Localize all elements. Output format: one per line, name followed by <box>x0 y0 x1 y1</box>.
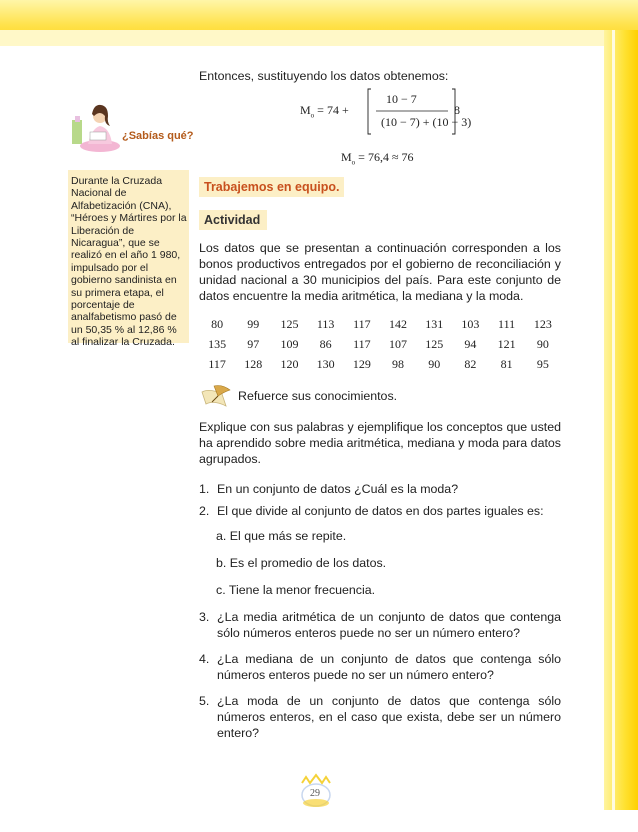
reinforce-label: Refuerce sus conocimientos. <box>238 389 398 403</box>
table-cell: 125 <box>425 336 444 351</box>
question-text: El que divide al conjunto de datos en dos partes iguales es: <box>217 504 544 518</box>
table-cell: 121 <box>497 336 516 351</box>
table-cell: 111 <box>498 316 516 331</box>
top-decorative-band <box>0 0 638 46</box>
table-cell: 117 <box>208 356 226 371</box>
question-text: ¿La moda de un conjunto de datos que contenga sólo números enteros, en el caso que exista, debe ser un número entero? <box>217 694 561 740</box>
table-cell: 90 <box>536 336 549 351</box>
formula2-rest: = 76,4 ≈ 76 <box>358 150 414 164</box>
question-3 <box>199 609 561 641</box>
option-b: b. Es el promedio de los datos. <box>216 556 387 570</box>
table-row <box>199 354 561 374</box>
activity-label: Actividad <box>199 210 267 230</box>
formula-result <box>341 150 414 166</box>
formula-lhs-sub: o <box>310 111 315 120</box>
data-table <box>199 314 561 374</box>
question-number: 3. <box>199 610 210 624</box>
formula-numerator: 10 − 7 <box>386 92 417 106</box>
formula-factor: 8 <box>454 103 460 117</box>
scroll-quill-icon <box>200 382 232 410</box>
table-cell: 97 <box>247 336 260 351</box>
explain-text: Explique con sus palabras y ejemplifique los conceptos que usted ha aprendido sobre media aritmética, mediana y moda para datos agrupados. <box>199 420 561 466</box>
table-cell: 94 <box>464 336 477 351</box>
activity-text: Los datos que se presentan a continuación corresponden a los bonos productivos entregados por el gobierno de reconciliación y unidad nacional a 30 municipios del país. Para este conjunto de datos encuentre la media aritmética, la mediana y la moda. <box>199 241 561 303</box>
question-text: ¿La media aritmética de un conjunto de datos que contenga sólo números enteros puede no ser un número entero? <box>217 610 561 640</box>
question-number: 1. <box>199 482 210 496</box>
right-decorative-band <box>604 30 638 810</box>
table-cell: 86 <box>319 336 332 351</box>
table-cell: 113 <box>316 316 335 331</box>
question-number: 2. <box>199 504 210 518</box>
table-cell: 117 <box>353 316 371 331</box>
question-number: 5. <box>199 694 210 708</box>
formula-mode-left <box>300 103 349 119</box>
page-number: 29 <box>310 788 320 799</box>
question-2 <box>199 503 561 519</box>
formula-eq-start: = 74 + <box>317 103 349 117</box>
table-cell: 123 <box>533 316 552 331</box>
question-text: En un conjunto de datos ¿Cuál es la moda? <box>217 482 459 496</box>
formula2-lhs-sub: o <box>351 158 356 167</box>
reader-illustration-icon <box>70 98 122 154</box>
option-c: c. Tiene la menor frecuencia. <box>216 583 376 597</box>
question-text: ¿La mediana de un conjunto de datos que contenga sólo números enteros puede no ser un número entero? <box>217 652 561 682</box>
table-cell: 99 <box>247 316 260 331</box>
table-cell: 90 <box>428 356 441 371</box>
table-cell: 80 <box>211 316 224 331</box>
table-cell: 142 <box>389 316 408 331</box>
team-label: Trabajemos en equipo. <box>199 177 344 197</box>
table-cell: 103 <box>461 316 480 331</box>
question-5 <box>199 693 561 741</box>
table-cell: 131 <box>425 316 444 331</box>
intro-text: Entonces, sustituyendo los datos obtenemos: <box>199 69 449 83</box>
table-cell: 130 <box>316 356 335 371</box>
table-cell: 109 <box>280 336 299 351</box>
sidebar-text: Durante la Cruzada Nacional de Alfabetización (CNA), “Héroes y Mártires por la Liberación de Nicaragua”, que se realizó en el año 1 980, impulsado por el gobierno sandinista en su primera etapa, el porcentaje de analfabetismo pasó de un 50,35 % al 12,86 % al finalizar la Cruzada. <box>71 175 187 349</box>
table-cell: 107 <box>389 336 408 351</box>
question-1 <box>199 481 561 497</box>
formula2-lhs: M <box>341 150 352 164</box>
table-cell: 82 <box>464 356 477 371</box>
question-number: 4. <box>199 652 210 666</box>
table-cell: 98 <box>392 356 405 371</box>
table-cell: 128 <box>244 356 263 371</box>
table-cell: 129 <box>352 356 371 371</box>
table-row <box>199 314 561 334</box>
question-4 <box>199 651 561 683</box>
table-cell: 81 <box>500 356 513 371</box>
table-row <box>199 334 561 354</box>
table-cell: 120 <box>280 356 299 371</box>
table-cell: 117 <box>353 336 371 351</box>
formula-lhs: M <box>300 103 311 117</box>
sidebar-title: ¿Sabías qué? <box>122 130 194 142</box>
table-cell: 125 <box>280 316 299 331</box>
table-cell: 135 <box>208 336 227 351</box>
option-a: a. El que más se repite. <box>216 529 347 543</box>
table-cell: 95 <box>536 356 549 371</box>
formula-denominator: (10 − 7) + (10 − 3) <box>381 115 472 129</box>
